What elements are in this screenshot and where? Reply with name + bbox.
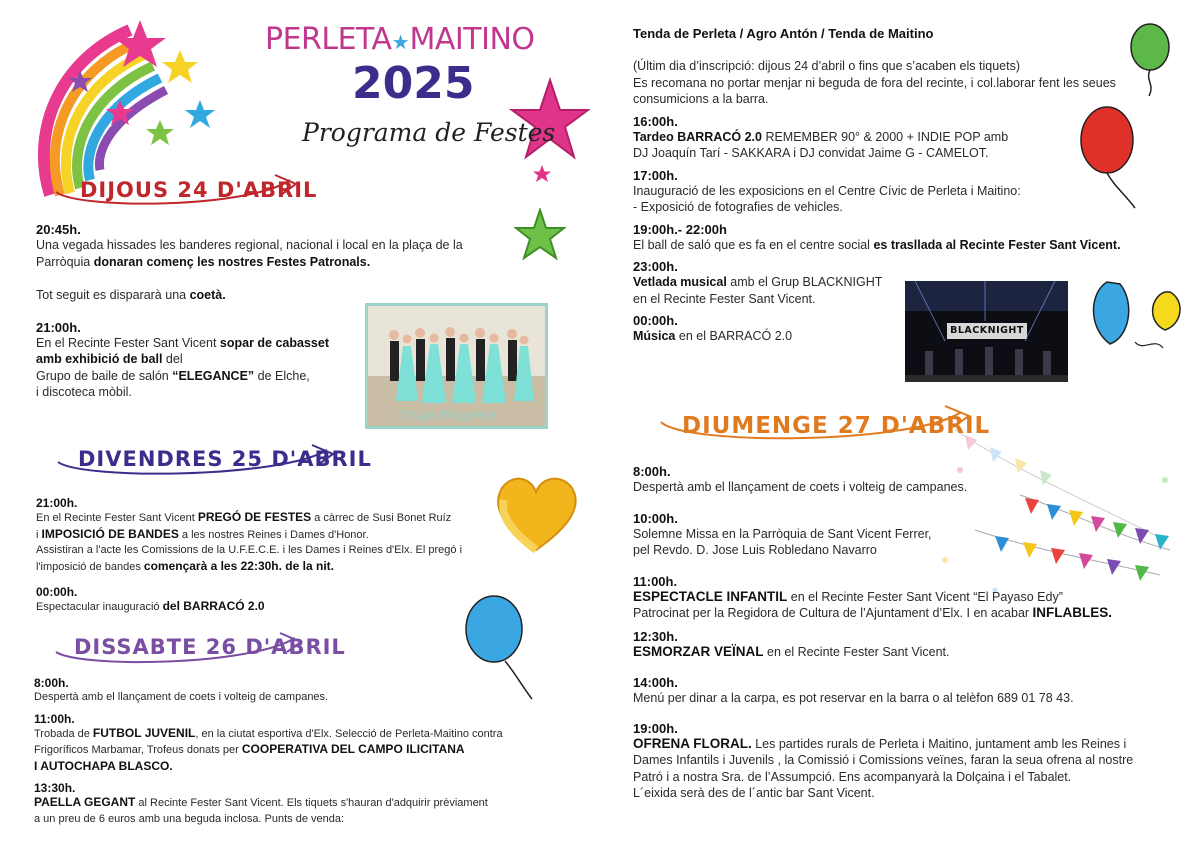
event-line: Menú per dinar a la carpa, es pot reservar en la barra o al telèfon 689 01 78 43. [633,691,1074,705]
event-line: Tardeo BARRACÓ 2.0 REMEMBER 90° & 2000 + INDIE POP amb [633,129,1009,144]
note-line: Es recomana no portar menjar ni beguda de fora del recinte, i col.laborar fent les seues [633,75,1116,90]
event-line: Inauguració de les exposicions en el Centre Cívic de Perleta i Maitino: [633,183,1021,198]
event-time: 23:00h. [633,259,678,274]
event-line: L´eixida serà des de l´antic bar Sant Vicent. [633,786,875,800]
event-line: Patró i a nostra Sra. de l’Assumpció. Ens acompanyarà la Dolçaina i el Tabalet. [633,769,1072,784]
event-line: - Exposició de fotografies de vehicles. [633,200,843,214]
small-pink-star-decoration [532,164,552,184]
band-logo-text: BLACKNIGHT [950,325,1024,336]
event-line: Grupo de baile de salón “ELEGANCE” de Elche, [36,368,310,383]
event-time: 10:00h. [633,510,678,526]
event-time: 11:00h. [633,573,678,589]
festival-year: 2025 [352,58,475,109]
event-line: Patrocinat per la Regidora de Cultura de l’Ajuntament d’Elx. I en acabar INFLABLES. [633,605,1113,620]
title-maitino: MAITINO [409,22,535,57]
event-line: Parròquia donaran començ les nostres Festes Patronals. [36,254,371,269]
event-line: Despertà amb el llançament de coets i volteig de campanes. [34,691,329,703]
photo-caption: Grupo Elegance [398,408,496,422]
event-time: 20:45h. [36,222,81,237]
day-heading-diumenge: DIUMENGE 27 D'ABRIL [682,413,991,439]
title-perleta: PERLETA [265,22,392,57]
day-heading-dissabte: DISSABTE 26 D'ABRIL [74,635,346,659]
event-line: Assistiran a l'acte les Comissions de la U.F.E.C.E. i les Dames i Reines d'Elx. El pregó i [36,544,463,556]
event-line: Tot seguit es dispararà una coetà. [36,288,226,302]
event-line: ESMORZAR VEÏNAL en el Recinte Fester Sant Vicent. [633,643,950,659]
event-time: 16:00h. [633,113,678,129]
event-line: Trobada de FUTBOL JUVENIL, en la ciutat esportiva d'Elx. Selecció de Perleta-Maitino contra [34,725,503,740]
day-heading-divendres: DIVENDRES 25 D'ABRIL [78,447,372,471]
dissabte-events [34,676,504,827]
green-balloon-decoration [1125,22,1175,97]
event-line: pel Revdo. D. Jose Luis Robledano Navarro [633,543,877,557]
note-line: (Últim dia d’inscripció: dijous 24 d’abril o fins que s’acaben els tiquets) [633,59,1020,73]
green-star-decoration [514,208,566,264]
event-time: 14:00h. [633,675,678,690]
event-line: OFRENA FLORAL. Les partides rurals de Perleta i Maitino, juntament amb les Reines i [633,735,1127,751]
event-line: Una vegada hissades les banderes regional, nacional i local en la plaça de la [36,238,463,252]
elegance-group-photo [365,303,548,429]
event-time: 21:00h. [36,496,78,510]
event-time: 21:00h. [36,319,81,335]
festival-title [265,22,555,57]
heart-decoration [490,470,582,555]
event-line: Vetlada musical amb el Grup BLACKNIGHT [633,275,883,289]
note-line: consumicions a la barra. [633,92,769,106]
event-line: l'imposició de bandes començarà a les 22:30h. de la nit. [36,558,334,573]
event-line: en el Recinte Fester Sant Vicent. [633,291,816,306]
event-line: Despertà amb el llançament de coets i volteig de campanes. [633,480,968,494]
event-line: amb exhibició de ball del [36,352,183,366]
day-heading-dijous: DIJOUS 24 D'ABRIL [80,178,318,202]
event-line: ESPECTACLE INFANTIL en el Recinte Fester Sant Vicent “El Payaso Edy” [633,588,1063,604]
event-time: 19:00h.- 22:00h [633,221,727,237]
event-time: 12:30h. [633,628,678,644]
event-line: En el Recinte Fester Sant Vicent PREGÓ DE FESTES a càrrec de Susi Bonet Ruíz [36,510,452,524]
event-line: PAELLA GEGANT al Recinte Fester Sant Vicent. Els tiquets s'hauran d'adquirir prèviament [34,795,488,809]
blacknight-band-photo [905,281,1068,382]
event-line: Dames Infantils i Juvenils , la Comissió i Comissions veïnes, faran la seua ofrena al nostre [633,753,1134,767]
event-time: 00:00h. [633,313,678,328]
event-line: I AUTOCHAPA BLASCO. [34,758,173,773]
event-time: 00:00h. [36,585,78,599]
event-time: 8:00h. [633,464,671,479]
event-line: Música en el BARRACÓ 2.0 [633,329,793,343]
event-time: 11:00h. [34,711,75,726]
event-line: En el Recinte Fester Sant Vicent sopar de cabasset [36,335,329,350]
event-line: a un preu de 6 euros amb una beguda inclosa. Punts de venda: [34,812,345,825]
event-time: 17:00h. [633,167,678,183]
event-time: 8:00h. [34,676,69,690]
event-line: DJ Joaquín Tarí - SAKKARA i DJ convidat Jaime G - CAMELOT. [633,146,989,160]
event-line: El ball de saló que es fa en el centre social es trasllada al Recinte Fester Sant Vicent. [633,237,1121,252]
event-time: 19:00h. [633,720,678,736]
event-time: 13:30h. [34,781,76,795]
star-icon: ★ [391,32,410,54]
divendres-events [36,496,486,616]
sales-points: Tenda de Perleta / Agro Antón / Tenda de Maitino [633,26,934,41]
diumenge-events [633,464,1153,802]
festival-subtitle: Programa de Festes [302,118,556,147]
event-line: Espectacular inauguració del BARRACÓ 2.0 [36,599,265,613]
event-line: Solemne Missa en la Parròquia de Sant Vicent Ferrer, [633,526,932,541]
event-line: Frigoríficos Marbamar, Trofeus donats per COOPERATIVA DEL CAMPO ILICITANA [34,742,465,756]
event-line: i discoteca mòbil. [36,385,132,399]
event-line: i IMPOSICIÓ DE BANDES a les nostres Reines i Dames d'Honor. [36,526,369,541]
